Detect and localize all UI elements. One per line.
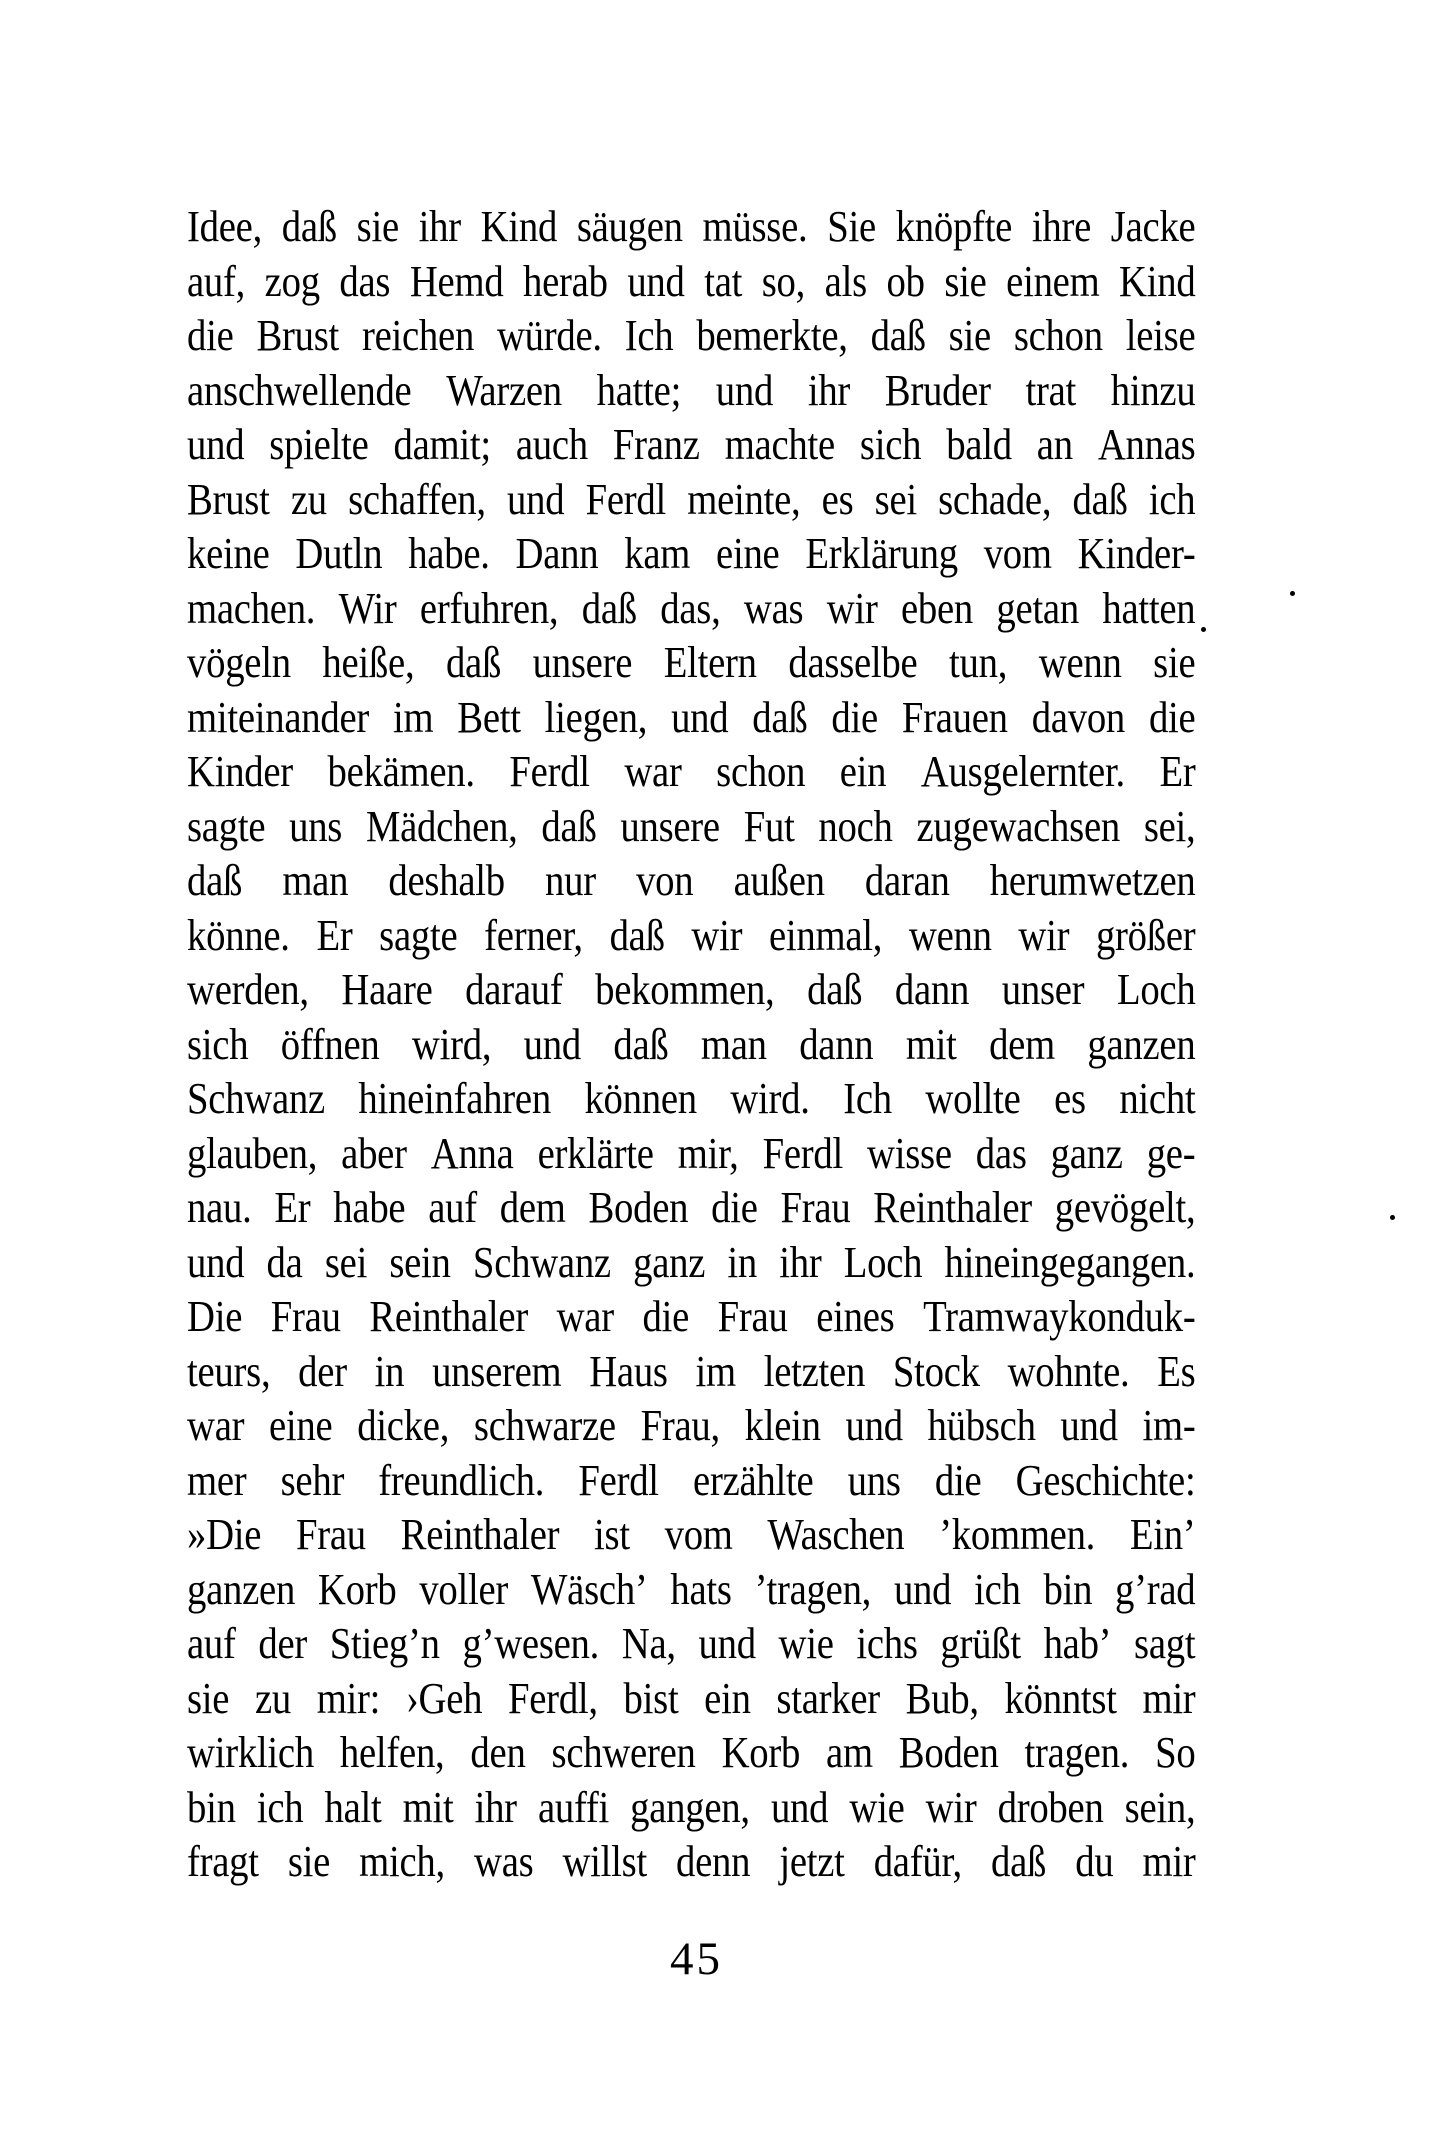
page-number: 45 <box>670 1933 723 1985</box>
text-line: Brust zu schaffen, und Ferdl meinte, es sei schade, daß ich <box>187 474 1196 524</box>
text-line: auf der Stieg’n g’wesen. Na, und wie ichs grüßt hab’ sagt <box>187 1619 1196 1668</box>
text-line: »Die Frau Reinthaler ist vom Waschen ’kommen. Ein’ <box>187 1510 1196 1559</box>
text-line: vögeln heiße, daß unsere Eltern dasselbe tun, wenn sie <box>187 638 1196 687</box>
text-line: sie zu mir: ›Geh Ferdl, bist ein starker Bub, könntst mir <box>187 1673 1196 1723</box>
text-line: bin ich halt mit ihr auffi gangen, und wie wir droben sein, <box>187 1782 1196 1832</box>
text-line: könne. Er sagte ferner, daß wir einmal, wenn wir größer <box>187 910 1196 960</box>
ink-speck <box>1201 627 1206 632</box>
text-line: machen. Wir erfuhren, daß das, was wir eben getan hatten <box>187 583 1196 633</box>
text-line: teurs, der in unserem Haus im letzten Stock wohnte. Es <box>187 1346 1196 1396</box>
page-text-block <box>187 200 1195 1890</box>
ink-speck <box>1290 591 1295 596</box>
text-line: wirklich helfen, den schweren Korb am Boden tragen. So <box>187 1728 1196 1777</box>
text-line: fragt sie mich, was willst denn jetzt dafür, daß du mir <box>187 1837 1196 1886</box>
text-line: auf, zog das Hemd herab und tat so, als ob sie einem Kind <box>187 256 1196 306</box>
text-line: mer sehr freundlich. Ferdl erzählte uns die Geschichte: <box>187 1455 1196 1505</box>
text-line: Kinder bekämen. Ferdl war schon ein Ausgelernter. Er <box>187 747 1196 796</box>
text-line: die Brust reichen würde. Ich bemerkte, daß sie schon leise <box>187 311 1196 360</box>
text-line: anschwellende Warzen hatte; und ihr Bruder trat hinzu <box>187 365 1196 415</box>
ink-speck <box>1390 1215 1395 1220</box>
text-line: Schwanz hineinfahren können wird. Ich wollte es nicht <box>187 1074 1196 1123</box>
text-line: glauben, aber Anna erklärte mir, Ferdl wisse das ganz ge- <box>187 1128 1196 1178</box>
text-line: Die Frau Reinthaler war die Frau eines Tramwaykonduk- <box>187 1292 1196 1341</box>
text-line: sagte uns Mädchen, daß unsere Fut noch zugewachsen sei, <box>187 801 1196 851</box>
text-line: war eine dicke, schwarze Frau, klein und hübsch und im- <box>187 1401 1196 1450</box>
text-line: werden, Haare darauf bekommen, daß dann unser Loch <box>187 965 1196 1014</box>
text-line: ganzen Korb voller Wäsch’ hats ’tragen, und ich bin g’rad <box>187 1564 1196 1614</box>
text-line: Idee, daß sie ihr Kind säugen müsse. Sie knöpfte ihre Jacke <box>187 202 1196 251</box>
text-line: miteinander im Bett liegen, und daß die Frauen davon die <box>187 692 1196 742</box>
text-line: keine Dutln habe. Dann kam eine Erklärung vom Kinder- <box>187 529 1196 578</box>
text-line: sich öffnen wird, und daß man dann mit dem ganzen <box>187 1019 1196 1069</box>
text-line: daß man deshalb nur von außen daran herumwetzen <box>187 856 1196 905</box>
text-line: und da sei sein Schwanz ganz in ihr Loch hineingegangen. <box>187 1237 1196 1287</box>
text-line: und spielte damit; auch Franz machte sich bald an Annas <box>187 420 1196 469</box>
text-line: nau. Er habe auf dem Boden die Frau Reinthaler gevögelt, <box>187 1183 1196 1232</box>
